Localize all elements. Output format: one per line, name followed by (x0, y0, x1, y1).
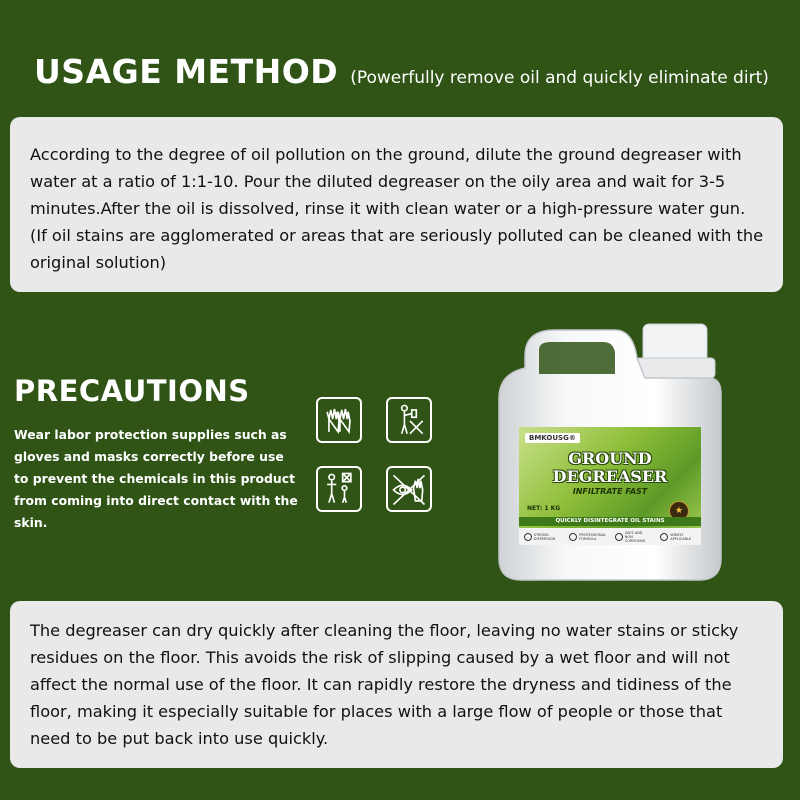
usage-title: USAGE METHOD (34, 52, 339, 91)
net-weight: NET: 1 KG (527, 505, 561, 512)
brand-name: BMKOUSG® (525, 433, 580, 443)
label-strip: QUICKLY DISINTEGRATE OIL STAINS (519, 517, 701, 526)
benefit-text: The degreaser can dry quickly after cleaning the floor, leaving no water stains or sticky residues on the floor. This avoids the risk of slipping caused by a wet floor and will not affect the normal use of the floor. It can rapidly restore the dryness and tidiness of the floor, making it especially suitable for places with a large flow of people or those that need to be put back into use quickly. (30, 621, 739, 748)
avoid-eye-hand-contact-icon (386, 466, 432, 512)
precautions-title: PRECAUTIONS (14, 374, 250, 408)
product-name-line1: GROUND (568, 449, 652, 468)
usage-header (34, 52, 769, 91)
product-tagline: INFILTRATE FAST (572, 487, 648, 496)
keep-away-from-children-icon (316, 466, 362, 512)
product-name-line2: DEGREASER (552, 467, 668, 486)
feature-icon (660, 533, 668, 541)
feature-icon (615, 533, 623, 541)
feature-item: WIDELY APPLICABLE (660, 533, 696, 541)
no-drinking-icon (386, 397, 432, 443)
feature-item: PROFESSIONAL FORMULA (569, 533, 605, 541)
feature-item: SAFE AND NON CORROSIVE (615, 531, 651, 543)
gloves-icon (316, 397, 362, 443)
feature-icon (524, 533, 532, 541)
feature-item: STRONG DISPERSION (524, 533, 560, 541)
usage-panel (10, 117, 783, 292)
product-label (519, 427, 701, 545)
feature-icon (569, 533, 577, 541)
usage-text: According to the degree of oil pollution on the ground, dilute the ground degreaser with water at a ratio of 1:1-10. Pour the diluted degreaser on the oily area and wait for 3-5 minutes.After the oil is dissolved, rinse it with clean water or a high-pressure water gun. (If oil stains are agglomerated or areas that are seriously polluted can be cleaned with the original solution) (30, 145, 764, 272)
feature-row (519, 528, 701, 545)
thumbs-up-icon: ★ (669, 501, 689, 521)
benefit-panel (10, 601, 783, 768)
precautions-text: Wear labor protection supplies such as gloves and masks correctly before use to prevent the chemicals in this product from coming into direct contact with the skin. (14, 427, 298, 530)
usage-subtitle: (Powerfully remove oil and quickly eliminate dirt) (350, 68, 769, 88)
